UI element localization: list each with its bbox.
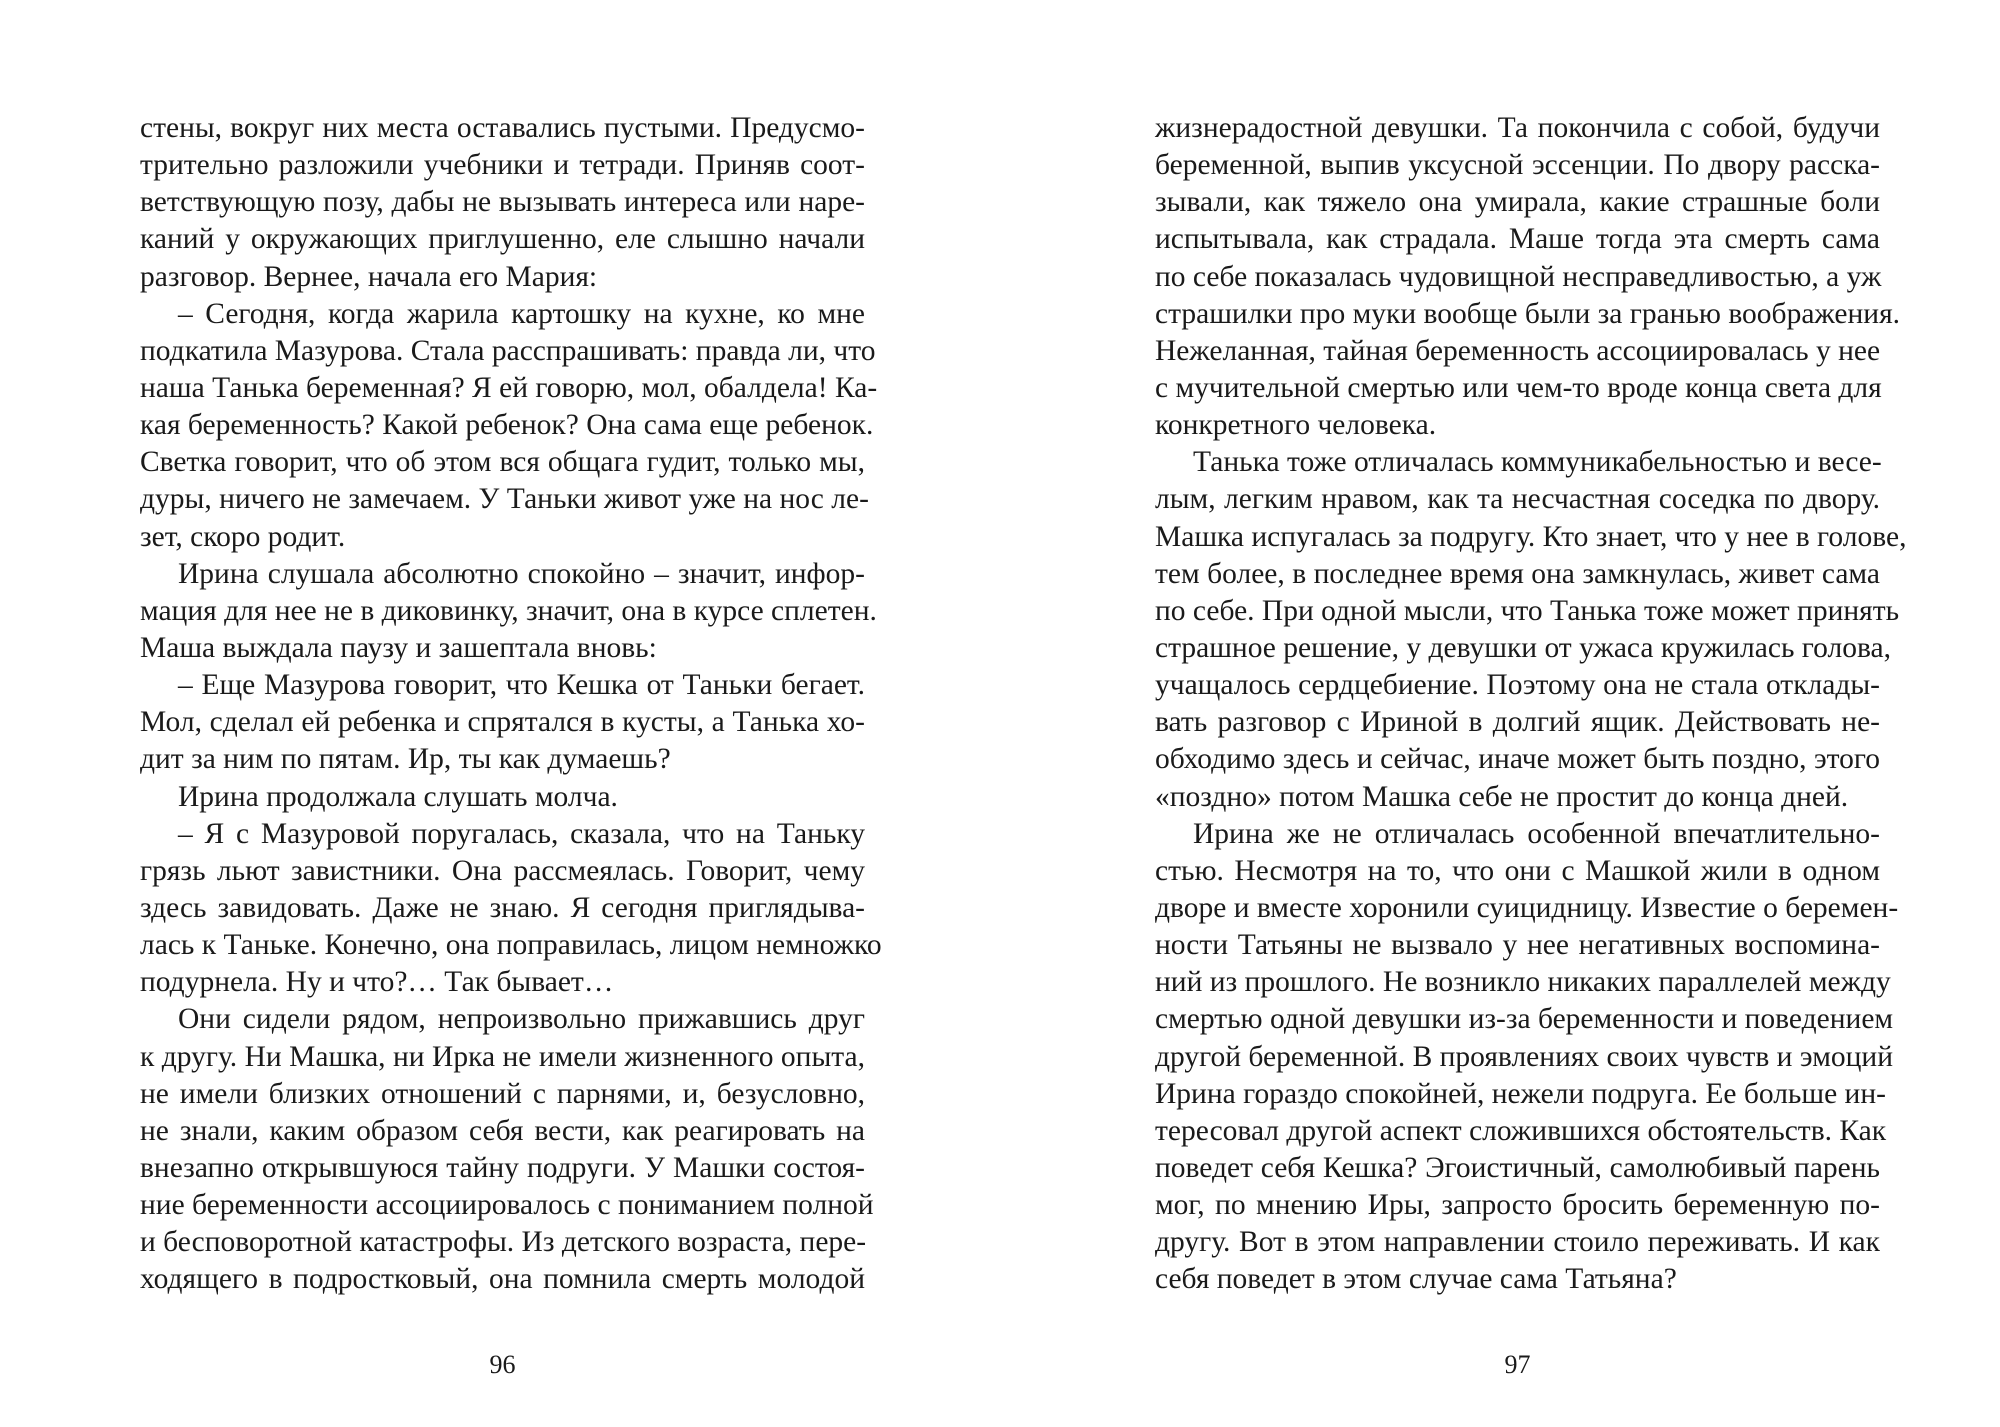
text-line: каний у окружающих приглушенно, еле слышно начали xyxy=(140,223,865,256)
text-line: здесь завидовать. Даже не знаю. Я сегодня приглядыва- xyxy=(140,891,865,924)
text-line: Ирина продолжала слушать молча. xyxy=(178,780,618,813)
text-line: разговор. Вернее, начала его Мария: xyxy=(140,260,598,293)
text-line: Они сидели рядом, непроизвольно прижавшись друг xyxy=(178,1003,865,1036)
text-line: Ирина же не отличалась особенной впечатлительно- xyxy=(1193,817,1880,850)
text-line: стью. Несмотря на то, что они с Машкой жили в одном xyxy=(1155,854,1880,887)
text-line: мог, по мнению Иры, запросто бросить беременную по- xyxy=(1155,1189,1880,1222)
text-line: к другу. Ни Машка, ни Ирка не имели жизненного опыта, xyxy=(140,1040,865,1073)
text-line: подкатила Мазурова. Стала расспрашивать: правда ли, что xyxy=(140,334,876,367)
text-line: ние беременности ассоциировалось с пониманием полной xyxy=(140,1189,874,1222)
text-line: учащалось сердцебиение. Поэтому она не стала отклады- xyxy=(1155,669,1880,702)
text-line: зет, скоро родит. xyxy=(140,520,346,553)
text-line: подурнела. Ну и что?… Так бывает… xyxy=(140,966,614,999)
text-line: Светка говорит, что об этом вся общага гудит, только мы, xyxy=(140,446,865,479)
text-line: другой беременной. В проявлениях своих чувств и эмоций xyxy=(1155,1040,1894,1073)
text-line: с мучительной смертью или чем-то вроде конца света для xyxy=(1155,371,1882,404)
text-line: себя поведет в этом случае сама Татьяна? xyxy=(1155,1263,1677,1296)
text-line: испытывала, как страдала. Маше тогда эта смерть сама xyxy=(1155,223,1880,256)
text-line: Мол, сделал ей ребенка и спрятался в кусты, а Танька хо- xyxy=(140,706,865,739)
text-line: Машка испугалась за подругу. Кто знает, что у нее в голове, xyxy=(1155,520,1907,553)
left-page-text xyxy=(140,110,882,1299)
text-line: стены, вокруг них места оставались пустыми. Предусмо- xyxy=(140,112,865,144)
text-line: грязь льют завистники. Она рассмеялась. Говорит, чему xyxy=(140,854,865,887)
text-line: ходящего в подростковый, она помнила смерть молодой xyxy=(140,1263,865,1296)
right-page-number: 97 xyxy=(1504,1350,1531,1379)
text-line: внезапно открывшуюся тайну подруги. У Машки состоя- xyxy=(140,1151,865,1184)
text-line: – Я с Мазуровой поругалась, сказала, что на Таньку xyxy=(178,817,865,850)
text-line: дуры, ничего не замечаем. У Таньки живот уже на нос ле- xyxy=(140,483,869,516)
text-line: смертью одной девушки из-за беременности и поведением xyxy=(1155,1003,1894,1036)
text-line: не знали, каким образом себя вести, как реагировать на xyxy=(140,1114,865,1147)
text-line: ности Татьяны не вызвало у нее негативных воспомина- xyxy=(1155,929,1880,962)
text-line: тересовал другой аспект сложившихся обстоятельств. Как xyxy=(1155,1114,1887,1147)
text-line: лым, легким нравом, как та несчастная соседка по двору. xyxy=(1155,483,1880,516)
text-line: беременной, выпив уксусной эссенции. По двору расска- xyxy=(1155,149,1880,182)
right-page-text xyxy=(1155,110,1907,1299)
text-line: Нежеланная, тайная беременность ассоциировалась у нее xyxy=(1155,334,1881,367)
text-line: конкретного человека. xyxy=(1155,409,1437,442)
text-line: Маша выждала паузу и зашептала вновь: xyxy=(140,631,657,664)
text-line: ний из прошлого. Не возникло никаких параллелей между xyxy=(1155,966,1891,999)
text-line: ветствующую позу, дабы не вызывать интереса или наре- xyxy=(140,186,865,219)
text-line: Ирина слушала абсолютно спокойно – значит, инфор- xyxy=(178,557,865,590)
text-line: поведет себя Кешка? Эгоистичный, самолюбивый парень xyxy=(1155,1151,1880,1184)
text-line: Танька тоже отличалась коммуникабельностью и весе- xyxy=(1193,446,1882,479)
text-line: тем более, в последнее время она замкнулась, живет сама xyxy=(1155,557,1880,590)
text-line: Ирина гораздо спокойней, нежели подруга. Ее больше ин- xyxy=(1155,1077,1886,1110)
right-page xyxy=(1155,110,1907,1379)
text-line: обходимо здесь и сейчас, иначе может быть поздно, этого xyxy=(1155,743,1880,776)
text-line: по себе показалась чудовищной несправедливостью, а уж xyxy=(1155,260,1882,293)
text-line: – Еще Мазурова говорит, что Кешка от Таньки бегает. xyxy=(178,669,865,702)
text-line: кая беременность? Какой ребенок? Она сама еще ребенок. xyxy=(140,409,874,442)
text-line: по себе. При одной мысли, что Танька тоже может принять xyxy=(1155,594,1900,627)
text-line: дит за ним по пятам. Ир, ты как думаешь? xyxy=(140,743,671,776)
text-line: и бесповоротной катастрофы. Из детского возраста, пере- xyxy=(140,1226,867,1259)
text-line: не имели близких отношений с парнями, и, безусловно, xyxy=(140,1077,865,1110)
text-line: дворе и вместе хоронили суицидницу. Известие о беремен- xyxy=(1155,891,1899,924)
text-line: «поздно» потом Машка себе не простит до конца дней. xyxy=(1155,780,1849,813)
text-line: трительно разложили учебники и тетради. Приняв соот- xyxy=(140,149,865,182)
text-line: вать разговор с Ириной в долгий ящик. Действовать не- xyxy=(1155,706,1880,739)
left-page xyxy=(140,110,882,1379)
text-line: мация для нее не в диковинку, значит, она в курсе сплетен. xyxy=(140,594,877,627)
text-line: наша Танька беременная? Я ей говорю, мол, обалдела! Ка- xyxy=(140,371,878,404)
left-page-number: 96 xyxy=(489,1350,516,1379)
text-line: жизнерадостной девушки. Та покончила с собой, будучи xyxy=(1155,112,1880,144)
text-line: страшилки про муки вообще были за гранью воображения. xyxy=(1155,297,1901,330)
text-line: – Сегодня, когда жарила картошку на кухне, ко мне xyxy=(178,297,865,330)
text-line: другу. Вот в этом направлении стоило переживать. И как xyxy=(1155,1226,1880,1259)
text-line: лась к Таньке. Конечно, она поправилась, лицом немножко xyxy=(140,929,882,962)
text-line: страшное решение, у девушки от ужаса кружилась голова, xyxy=(1155,631,1892,664)
text-line: зывали, как тяжело она умирала, какие страшные боли xyxy=(1155,186,1880,219)
